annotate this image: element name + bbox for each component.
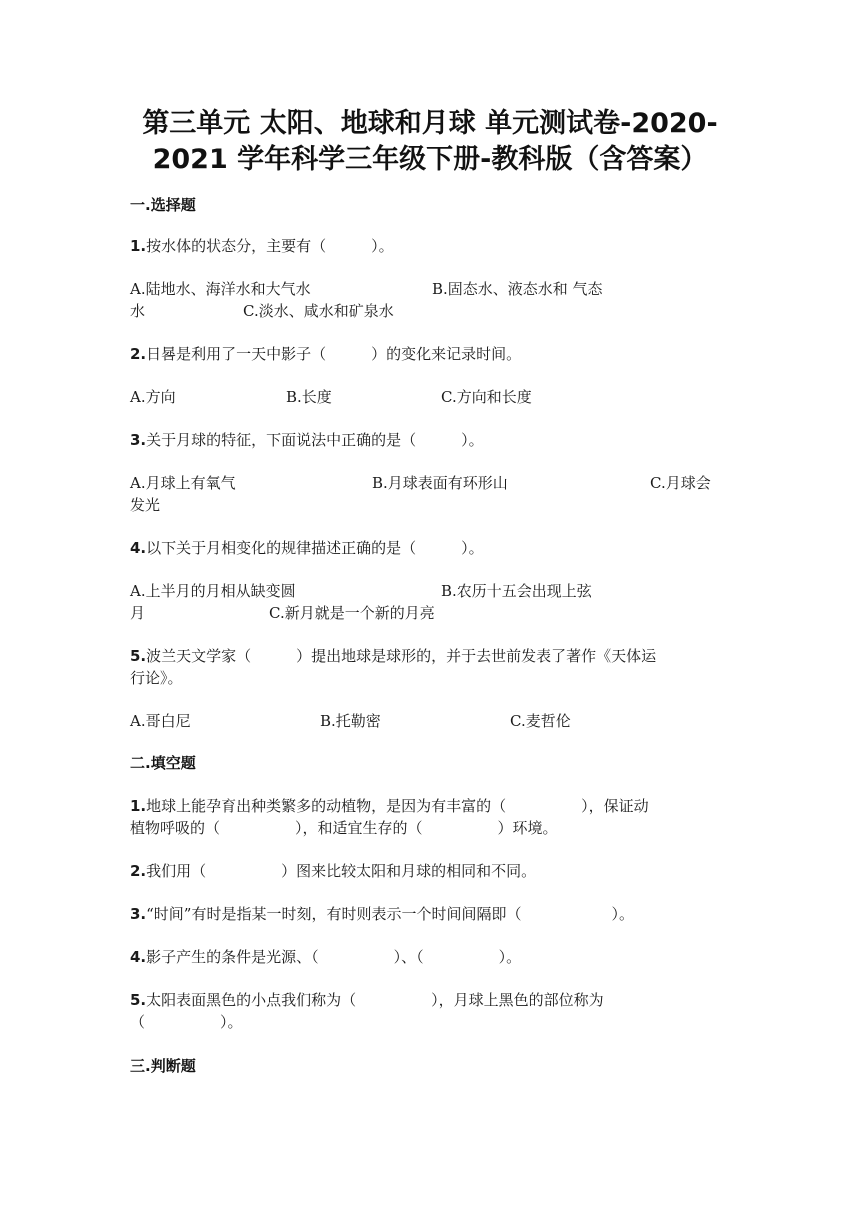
question-text: 波兰天文学家（ ）提出地球是球形的，并于去世前发表了著作《天体运 [146,647,657,665]
question-text-continued: 行论》。 [130,669,183,687]
question-text: 太阳表面黑色的小点我们称为（ ），月球上黑色的部位称为 [146,991,604,1009]
question-number: 1. [130,797,147,815]
choice-question-2 [130,343,521,365]
choice-option-c: C.月球会 [650,474,711,492]
question-text-continued: 植物呼吸的（ ），和适宜生存的（ ）环境。 [130,819,558,837]
choice-question-3 [130,429,484,451]
question-text: “时间”有时是指某一时刻，有时则表示一个时间间隔即（ ）。 [146,905,634,923]
question-text: 我们用（ ）图来比较太阳和月球的相同和不同。 [146,862,537,880]
section-heading-choice: 一.选择题 [130,196,196,214]
question-number: 3. [130,431,147,449]
question-text: 关于月球的特征，下面说法中正确的是（ ）。 [146,431,484,449]
question-number: 4. [130,948,147,966]
question-number: 2. [130,345,147,363]
choice-option-b: B.农历十五会出现上弦 [441,582,592,600]
choice-option-c-continued: 发光 [130,496,161,514]
question-number: 2. [130,862,147,880]
fill-question-2 [130,860,536,882]
question-number: 5. [130,647,147,665]
fill-question-3 [130,903,634,925]
choice-option-a: A.上半月的月相从缺变圆 [130,582,296,600]
question-number: 5. [130,991,147,1009]
question-number: 4. [130,539,147,557]
section-heading-fill-in: 二.填空题 [130,754,196,772]
choice-option-b: B.托勒密 [320,712,381,730]
choice-question-4 [130,537,484,559]
choice-question-5 [130,645,730,689]
document-title-line-1: 第三单元 太阳、地球和月球 单元测试卷-2020- [142,108,718,139]
question-text: 按水体的状态分，主要有（ ）。 [146,237,394,255]
question-text: 日晷是利用了一天中影子（ ）的变化来记录时间。 [146,345,522,363]
fill-question-1 [130,795,730,839]
choice-option-a: A.哥白尼 [130,712,191,730]
choice-option-c: C.新月就是一个新的月亮 [269,604,435,622]
question-text: 地球上能孕育出种类繁多的动植物，是因为有丰富的（ ），保证动 [146,797,649,815]
choice-option-c: C.方向和长度 [441,388,532,406]
choice-option-b: B.固态水、液态水和 气态 [432,280,603,298]
question-number: 3. [130,905,147,923]
choice-option-a: A.月球上有氧气 [130,474,236,492]
fill-question-4 [130,946,521,968]
choice-option-b: B.月球表面有环形山 [372,474,508,492]
choice-question-1 [130,235,394,257]
choice-option-c: C.淡水、咸水和矿泉水 [243,302,394,320]
question-number: 1. [130,237,147,255]
choice-option-b-continued: 月 [130,604,146,622]
choice-option-b-continued: 水 [130,302,146,320]
document-title-line-2: 2021 学年科学三年级下册-教科版（含答案） [152,144,708,175]
section-heading-true-false: 三.判断题 [130,1057,196,1075]
choice-option-c: C.麦哲伦 [510,712,571,730]
question-text-continued: （ ）。 [130,1013,243,1031]
choice-option-b: B.长度 [286,388,332,406]
choice-option-a: A.陆地水、海洋水和大气水 [130,280,311,298]
choice-option-a: A.方向 [130,388,176,406]
question-text: 以下关于月相变化的规律描述正确的是（ ）。 [146,539,484,557]
question-text: 影子产生的条件是光源、（ ）、（ ）。 [146,948,522,966]
fill-question-5 [130,989,730,1033]
